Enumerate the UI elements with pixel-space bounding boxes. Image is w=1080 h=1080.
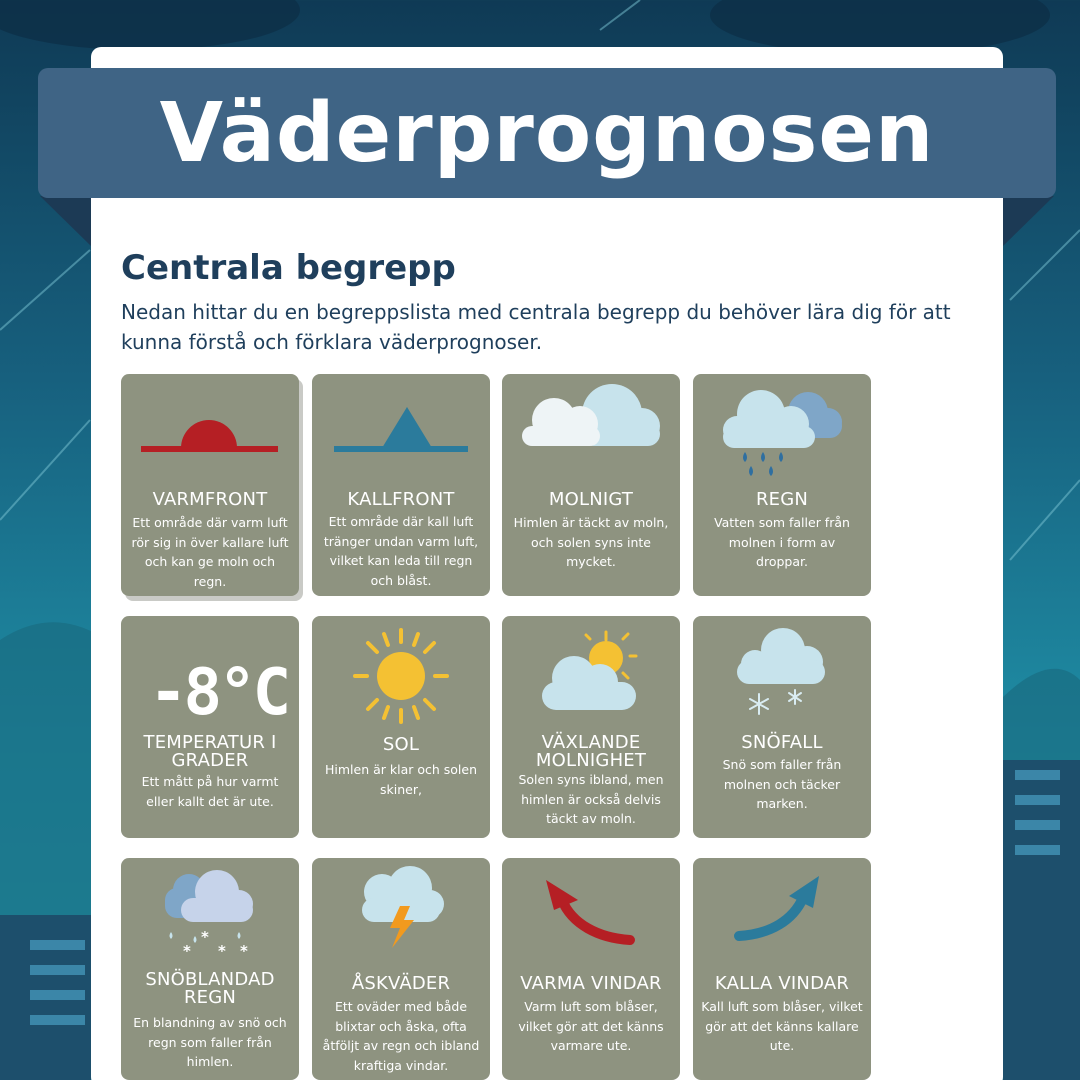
tile-description: Ett mått på hur varmt eller kallt det är ute. [141, 774, 279, 809]
tile-description: Himlen är klar och solen skiner, [324, 762, 478, 797]
tile-description: Snö som faller från molnen och täcker marken. [722, 757, 842, 811]
tile-name: MOLNIGT [548, 489, 634, 510]
tile-name: ÅSKVÄDER [351, 973, 451, 994]
tile-name: TEMPERATUR I GRADER [143, 732, 277, 771]
tile-name: VARMFRONT [152, 489, 268, 510]
tile-name: KALLFRONT [347, 489, 455, 510]
tile-temperatur [121, 616, 299, 838]
cold-wind-arrow-icon [693, 858, 871, 978]
rain-cloud-icon [693, 374, 871, 494]
tile-description: Kall luft som blåser, vilket gör att det känns kallare ute. [701, 999, 863, 1053]
tile-name: VÄXLANDE MOLNIGHET [535, 732, 647, 771]
tile-description: Himlen är täckt av moln, och solen syns inte mycket. [513, 515, 669, 569]
partly-cloudy-icon [502, 616, 680, 736]
tile-description: En blandning av snö och regn som faller från himlen. [133, 1015, 287, 1069]
temperature-icon: -8°C [149, 656, 288, 730]
tile-description: Ett område där kall luft tränger undan varm luft, vilket kan leda till regn och blåst. [323, 514, 479, 588]
svg-text:*: * [218, 942, 226, 960]
tile-molnigt [502, 374, 680, 596]
snow-cloud-icon [693, 616, 871, 736]
tile-description: Varm luft som blåser, vilket gör att det känns varmare ute. [518, 999, 664, 1053]
section-description: Nedan hittar du en begreppslista med centrala begrepp du behöver lära dig för att kunna förstå och förklara väderprognoser. [121, 300, 951, 354]
svg-text:*: * [201, 928, 209, 946]
title-banner [38, 68, 1056, 198]
warm-wind-arrow-icon [502, 858, 680, 978]
sleet-cloud-icon [121, 858, 299, 978]
tile-name: VARMA VINDAR [520, 973, 662, 994]
page-title: Väderprognosen [159, 85, 935, 181]
thunderstorm-icon [312, 858, 490, 978]
tile-description: Ett område där varm luft rör sig in över kallare luft och kan ge moln och regn. [131, 515, 289, 589]
tile-sol [312, 616, 490, 838]
tile-kallfront [312, 374, 490, 596]
tile-regn [693, 374, 871, 596]
tile-varma-vindar [502, 858, 680, 1080]
ribbon-fold-right [1003, 196, 1054, 246]
svg-text:*: * [240, 942, 248, 960]
tile-snoblandad-regn [121, 858, 299, 1080]
svg-text:*: * [183, 942, 191, 960]
tile-snofall [693, 616, 871, 838]
warm-front-icon [121, 374, 299, 494]
tile-description: Vatten som faller från molnen i form av droppar. [714, 515, 850, 569]
tile-vaxlande-molnighet [502, 616, 680, 838]
tile-varmfront [121, 374, 299, 596]
tile-description: Ett oväder med både blixtar och åska, ofta åtföljt av regn och ibland kraftiga vindar. [322, 999, 480, 1073]
tile-description: Solen syns ibland, men himlen är också delvis täckt av moln. [518, 772, 664, 826]
section-title: Centrala begrepp [121, 248, 456, 288]
tile-name: SNÖFALL [741, 732, 823, 753]
tile-askvader [312, 858, 490, 1080]
cold-front-icon [312, 374, 490, 494]
sun-icon [312, 616, 490, 736]
cloud-icon [502, 374, 680, 494]
tile-name: SOL [382, 734, 420, 755]
tile-name: KALLA VINDAR [714, 973, 850, 994]
tile-name: REGN [755, 489, 809, 510]
ribbon-fold-left [40, 196, 91, 246]
tile-kalla-vindar [693, 858, 871, 1080]
tile-name: SNÖBLANDAD REGN [145, 969, 275, 1008]
